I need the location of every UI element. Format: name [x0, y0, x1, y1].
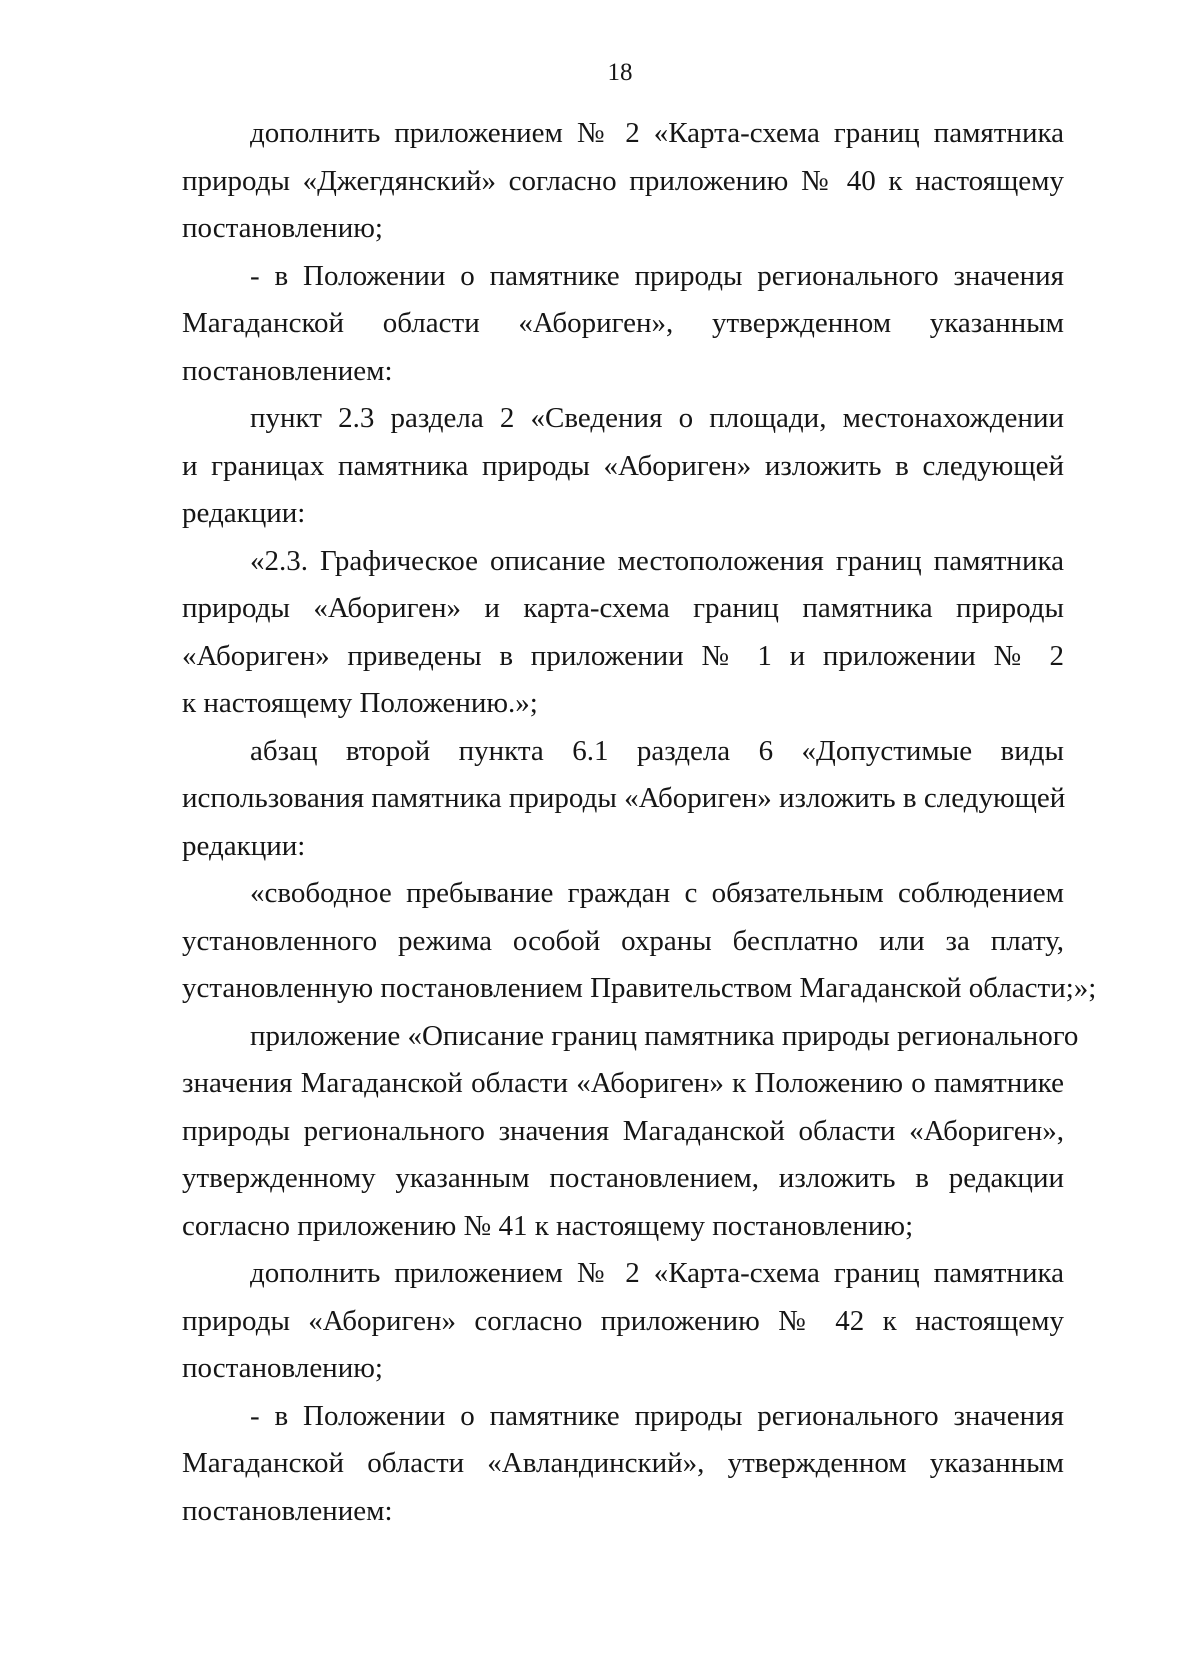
text-line: - в Положении о памятнике природы регионального значения [250, 259, 1064, 292]
paragraph [182, 1250, 1064, 1393]
text-line: природы регионального значения Магаданской области «Абориген», [182, 1114, 1064, 1147]
text-line: природы «Абориген» и карта-схема границ памятника природы [182, 592, 1064, 624]
text-line: редакции: [182, 497, 306, 529]
document-body [182, 110, 1097, 1535]
text-line: абзац второй пункта 6.1 раздела 6 «Допустимые виды [250, 734, 1064, 767]
text-line: «Абориген» приведены в приложении № 1 и приложении № 2 [182, 639, 1064, 672]
text-line: пункт 2.3 раздела 2 «Сведения о площади, местонахождении [250, 402, 1064, 434]
text-line: к настоящему Положению.»; [182, 687, 538, 719]
text-line: значения Магаданской области «Абориген» к Положению о памятнике [182, 1067, 1064, 1099]
text-line: «свободное пребывание граждан с обязательным соблюдением [250, 877, 1064, 909]
paragraph [182, 538, 1064, 728]
page-number: 18 [607, 59, 633, 86]
text-line: Магаданской области «Абориген», утвержденном указанным [182, 307, 1064, 339]
text-line: и границах памятника природы «Абориген» изложить в следующей [182, 449, 1064, 482]
text-line: природы «Джегдянский» согласно приложению № 40 к настоящему [182, 164, 1064, 197]
text-line: постановлению; [182, 212, 383, 244]
paragraph [182, 728, 1064, 871]
text-line: постановлением: [182, 354, 393, 387]
paragraph [182, 1393, 1064, 1536]
text-line: дополнить приложением № 2 «Карта-схема границ памятника [250, 117, 1064, 149]
text-line: «2.3. Графическое описание местоположения границ памятника [250, 544, 1064, 577]
text-line: - в Положении о памятнике природы регионального значения [250, 1399, 1064, 1432]
text-line: установленную постановлением Правительством Магаданской области;»; [182, 972, 1097, 1004]
paragraph [182, 253, 1064, 396]
text-line: редакции: [182, 829, 306, 862]
text-line: приложение «Описание границ памятника природы регионального [250, 1019, 1079, 1052]
paragraph [182, 395, 1064, 538]
text-line: утвержденному указанным постановлением, изложить в редакции [182, 1162, 1064, 1194]
text-line: постановлением: [182, 1494, 393, 1527]
paragraph [182, 1013, 1079, 1251]
text-line: постановлению; [182, 1352, 383, 1384]
text-line: установленного режима особой охраны бесплатно или за плату, [182, 924, 1064, 957]
text-line: природы «Абориген» согласно приложению № 42 к настоящему [182, 1304, 1064, 1337]
text-line: Магаданской области «Авландинский», утвержденном указанным [182, 1447, 1064, 1479]
paragraph [182, 110, 1064, 253]
text-line: использования памятника природы «Абориген» изложить в следующей [182, 782, 1066, 814]
paragraph [182, 870, 1097, 1013]
text-line: согласно приложению № 41 к настоящему постановлению; [182, 1209, 914, 1242]
text-line: дополнить приложением № 2 «Карта-схема границ памятника [250, 1257, 1064, 1289]
